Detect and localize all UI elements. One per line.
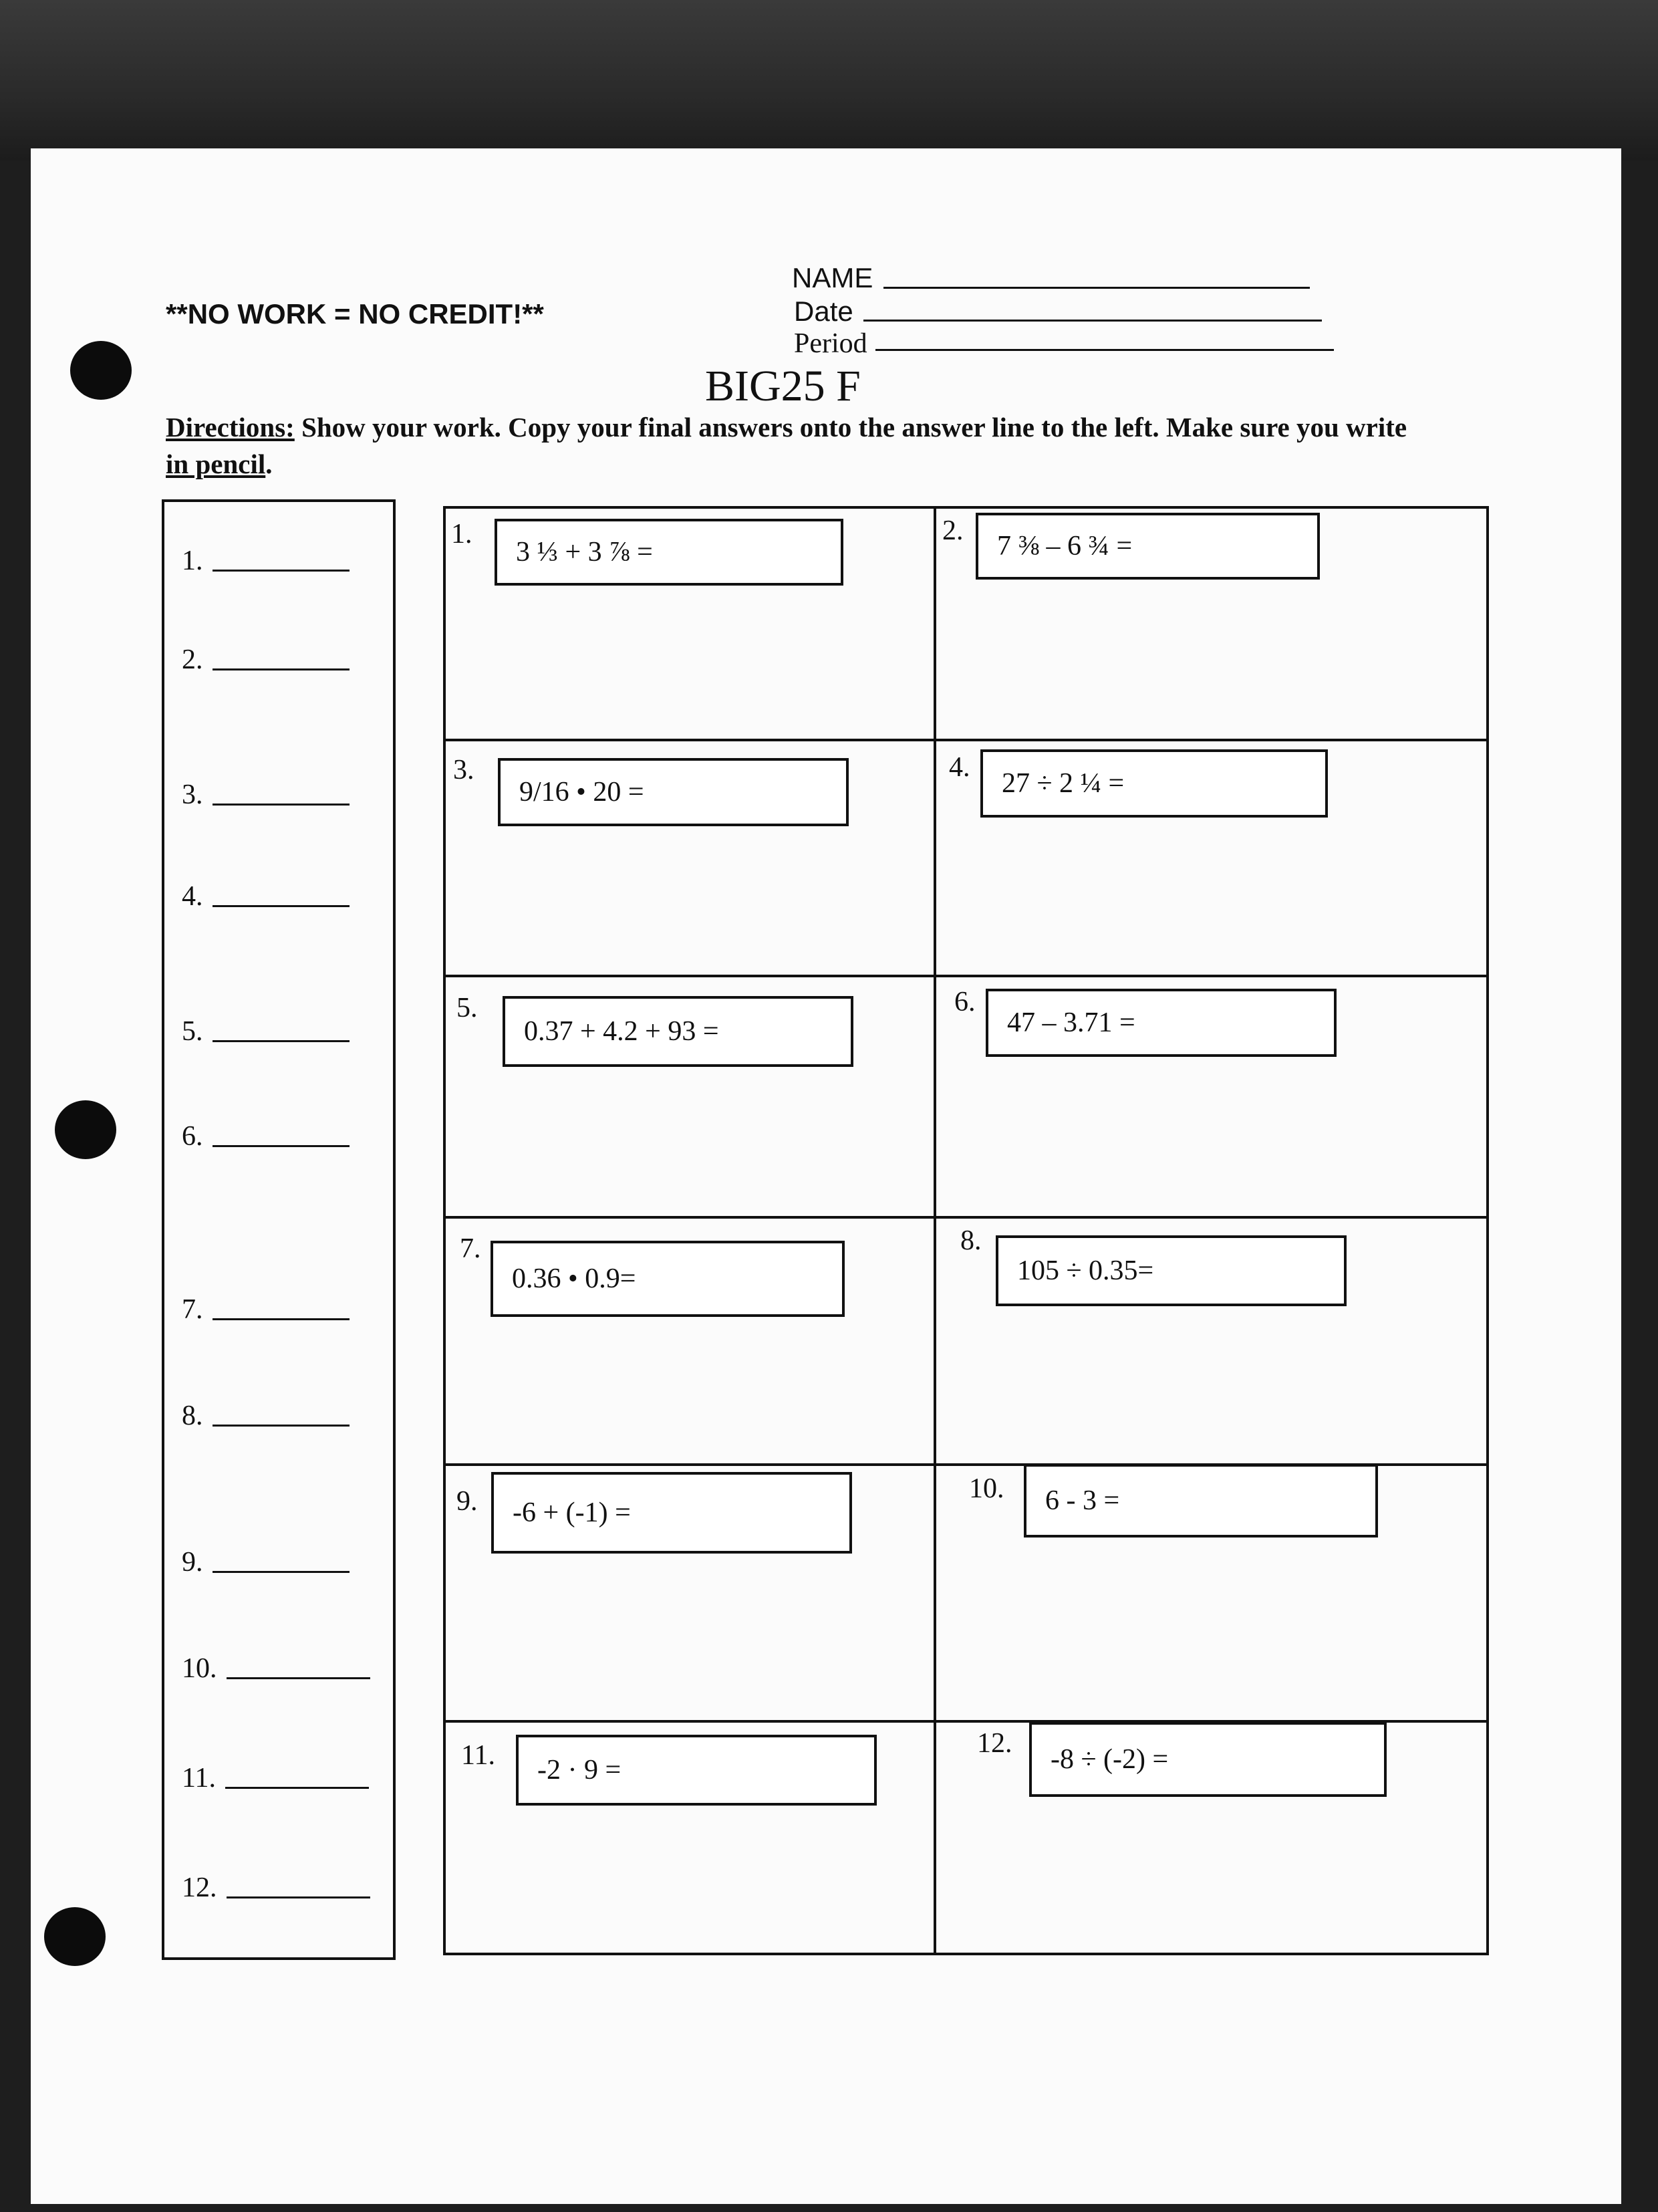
period-label: Period	[794, 328, 867, 359]
problem-expression-box	[516, 1735, 877, 1806]
answer-number: 6.	[182, 1121, 203, 1152]
answer-number: 9.	[182, 1547, 203, 1578]
answer-blank[interactable]	[225, 1787, 369, 1789]
answer-line[interactable]	[182, 880, 350, 912]
answer-line[interactable]	[182, 644, 350, 676]
directions-end: .	[265, 449, 273, 479]
answer-line[interactable]	[182, 1652, 370, 1685]
answer-blank[interactable]	[213, 804, 350, 806]
name-line[interactable]	[883, 287, 1310, 289]
problem-expression: 105 ÷ 0.35=	[1017, 1255, 1154, 1286]
punch-hole-bottom	[44, 1907, 106, 1966]
name-label: NAME	[792, 262, 873, 293]
worksheet-title: BIG25 F	[705, 362, 861, 410]
grid-divider	[446, 1216, 1486, 1219]
answer-number: 1.	[182, 545, 203, 576]
problem-number: 1.	[451, 519, 472, 549]
date-line[interactable]	[863, 320, 1322, 322]
problem-expression-box	[976, 513, 1320, 580]
problem-number: 5.	[456, 993, 478, 1023]
answer-blank[interactable]	[227, 1677, 370, 1679]
answer-number: 11.	[182, 1763, 216, 1794]
answer-blank[interactable]	[227, 1896, 370, 1898]
answer-line[interactable]	[182, 1872, 370, 1904]
directions-label: Directions:	[166, 412, 295, 443]
problem-number: 8.	[960, 1225, 982, 1256]
problem-expression-box	[996, 1235, 1347, 1306]
scan-background	[0, 0, 1658, 160]
answer-number: 8.	[182, 1400, 203, 1431]
problem-expression-box	[986, 989, 1337, 1057]
answer-number: 4.	[182, 881, 203, 912]
answer-line[interactable]	[182, 1120, 350, 1152]
answer-blank[interactable]	[213, 905, 350, 907]
answer-column	[162, 499, 396, 1960]
no-work-note: **NO WORK = NO CREDIT!**	[166, 298, 544, 330]
problem-expression: -2 · 9 =	[537, 1755, 621, 1786]
answer-number: 3.	[182, 779, 203, 810]
answer-line[interactable]	[182, 1015, 350, 1048]
answer-line[interactable]	[182, 1546, 350, 1578]
directions-text: Show your work. Copy your final answers onto the answer line to the left. Make sure you write	[294, 412, 1407, 443]
problem-expression-box	[1024, 1464, 1378, 1538]
problem-expression: 9/16 • 20 =	[519, 777, 644, 808]
period-line[interactable]	[875, 349, 1334, 351]
problem-expression-box	[491, 1241, 845, 1317]
answer-line[interactable]	[182, 779, 350, 811]
problem-expression-box	[495, 519, 843, 586]
answer-number: 10.	[182, 1653, 217, 1684]
problem-expression-box	[498, 758, 849, 826]
answer-number: 2.	[182, 644, 203, 675]
answer-blank[interactable]	[213, 1318, 350, 1320]
directions-emphasis: in pencil	[166, 449, 266, 479]
date-label: Date	[794, 295, 853, 327]
problem-expression: 27 ÷ 2 ¼ =	[1002, 768, 1125, 799]
problem-number: 12.	[977, 1728, 1012, 1759]
problem-number: 4.	[949, 752, 970, 783]
problem-expression: 3 ⅓ + 3 ⅞ =	[516, 537, 653, 568]
problem-expression: 7 ⅜ – 6 ¾ =	[997, 531, 1133, 562]
grid-divider	[446, 739, 1486, 741]
problem-expression-box	[980, 749, 1328, 818]
problem-expression: -8 ÷ (-2) =	[1051, 1744, 1169, 1775]
grid-divider	[446, 975, 1486, 977]
punch-hole-middle	[55, 1100, 116, 1159]
problem-expression: 47 – 3.71 =	[1007, 1007, 1135, 1038]
answer-blank[interactable]	[213, 1040, 350, 1042]
problem-expression-box	[1029, 1722, 1387, 1797]
problem-expression: 6 - 3 =	[1045, 1485, 1120, 1516]
punch-hole-top	[70, 341, 132, 400]
problem-number: 7.	[460, 1233, 481, 1264]
answer-blank[interactable]	[213, 1571, 350, 1573]
answer-line[interactable]	[182, 1294, 350, 1326]
answer-blank[interactable]	[213, 570, 350, 572]
problem-number: 3.	[453, 755, 474, 785]
answer-line[interactable]	[182, 1762, 369, 1794]
answer-number: 12.	[182, 1872, 217, 1903]
answer-blank[interactable]	[213, 668, 350, 670]
problem-expression: 0.36 • 0.9=	[512, 1263, 636, 1294]
problem-number: 6.	[954, 987, 976, 1017]
problem-expression-box	[491, 1472, 852, 1554]
answer-blank[interactable]	[213, 1145, 350, 1147]
answer-number: 5.	[182, 1016, 203, 1047]
answer-line[interactable]	[182, 545, 350, 577]
problem-expression: -6 + (-1) =	[513, 1497, 631, 1528]
answer-blank[interactable]	[213, 1425, 350, 1427]
problem-number: 11.	[461, 1740, 495, 1771]
problem-expression-box	[503, 996, 853, 1067]
directions	[166, 409, 1435, 483]
problem-number: 9.	[456, 1486, 478, 1517]
answer-line[interactable]	[182, 1400, 350, 1432]
problem-number: 2.	[942, 515, 964, 546]
grid-divider-vertical	[934, 509, 936, 1953]
answer-number: 7.	[182, 1294, 203, 1325]
problem-expression: 0.37 + 4.2 + 93 =	[524, 1016, 719, 1047]
problem-number: 10.	[969, 1473, 1004, 1504]
